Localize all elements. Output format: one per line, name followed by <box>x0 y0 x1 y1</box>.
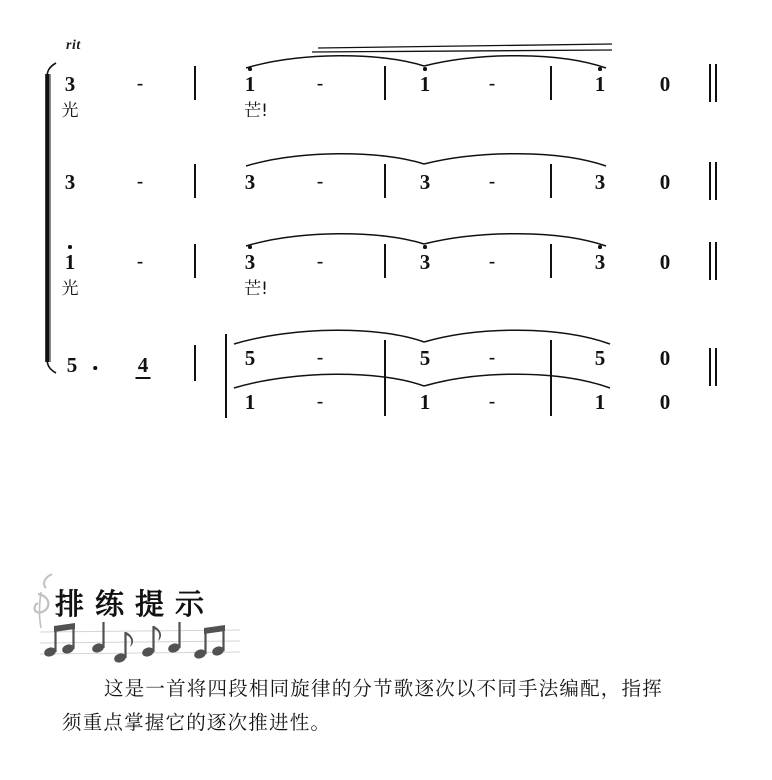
note: 3 <box>594 170 606 194</box>
note: 1 <box>419 390 431 414</box>
note-dash: - <box>488 171 496 192</box>
barline <box>550 340 552 416</box>
final-double-barline <box>709 348 717 386</box>
barline <box>194 164 196 198</box>
slur <box>246 234 424 246</box>
octave-dot-icon <box>423 245 427 249</box>
note: 3 <box>595 252 606 273</box>
octave-dot-icon <box>68 245 72 249</box>
note: 1 <box>595 74 606 95</box>
lyric-syllable: 光 <box>61 101 79 121</box>
barline <box>384 164 386 198</box>
note: 1 <box>65 252 76 273</box>
final-double-barline <box>709 162 717 200</box>
note: 1 <box>244 390 256 414</box>
rehearsal-tips-heading: 排练提示 <box>55 587 216 621</box>
rehearsal-tips-section <box>0 560 772 780</box>
octave-dot-icon <box>598 245 602 249</box>
lyric-syllable: 芒! <box>244 101 268 121</box>
note-dash: - <box>488 251 496 272</box>
eighth-beam-underline <box>136 377 151 379</box>
note: 3 <box>64 72 76 96</box>
note-dash: - <box>488 391 496 412</box>
note-dash: - <box>136 251 144 272</box>
expression-mark-rit: rit <box>66 38 81 53</box>
rehearsal-tips-body: 这是一首将四段相同旋律的分节歌逐次以不同手法编配，指挥须重点掌握它的逐次推进性。 <box>62 677 663 735</box>
note-rest: 0 <box>659 72 671 96</box>
note: 5 <box>66 353 78 377</box>
slur <box>424 374 610 388</box>
augmentation-dot-icon <box>93 366 97 370</box>
slur <box>234 374 424 388</box>
note-dash: - <box>316 73 324 94</box>
note-dash: - <box>488 347 496 368</box>
note: 1 <box>594 390 606 414</box>
note: 3 <box>419 170 431 194</box>
note-dash: - <box>136 73 144 94</box>
note: 4 <box>137 353 149 377</box>
note-dash: - <box>488 73 496 94</box>
barline <box>194 345 196 381</box>
note: 3 <box>245 252 256 273</box>
note-rest: 0 <box>659 170 671 194</box>
lyric-syllable: 芒! <box>244 279 268 299</box>
note-dash: - <box>136 171 144 192</box>
note: 5 <box>594 346 606 370</box>
slur <box>424 330 610 344</box>
slur <box>234 330 424 344</box>
note-dash: - <box>316 171 324 192</box>
note-dash: - <box>316 391 324 412</box>
eighth-note-run-icon <box>40 618 240 666</box>
note-rest: 0 <box>659 250 671 274</box>
barline <box>384 340 386 416</box>
note-dash: - <box>316 347 324 368</box>
barline <box>550 244 552 278</box>
slur <box>424 154 606 166</box>
barline <box>194 244 196 278</box>
note: 3 <box>244 170 256 194</box>
lyric-syllable: 光 <box>61 279 79 299</box>
final-double-barline <box>709 242 717 280</box>
slur <box>246 154 424 166</box>
note-rest: 0 <box>659 390 671 414</box>
note: 5 <box>419 346 431 370</box>
octave-dot-icon <box>248 245 252 249</box>
note: 3 <box>420 252 431 273</box>
note-dash: - <box>316 251 324 272</box>
slur <box>424 234 606 246</box>
note-rest: 0 <box>659 346 671 370</box>
note: 3 <box>64 170 76 194</box>
note: 1 <box>420 74 431 95</box>
note: 5 <box>244 346 256 370</box>
divisi-divider-barline <box>225 334 227 418</box>
barline <box>550 164 552 198</box>
barline <box>384 244 386 278</box>
note: 1 <box>245 74 256 95</box>
